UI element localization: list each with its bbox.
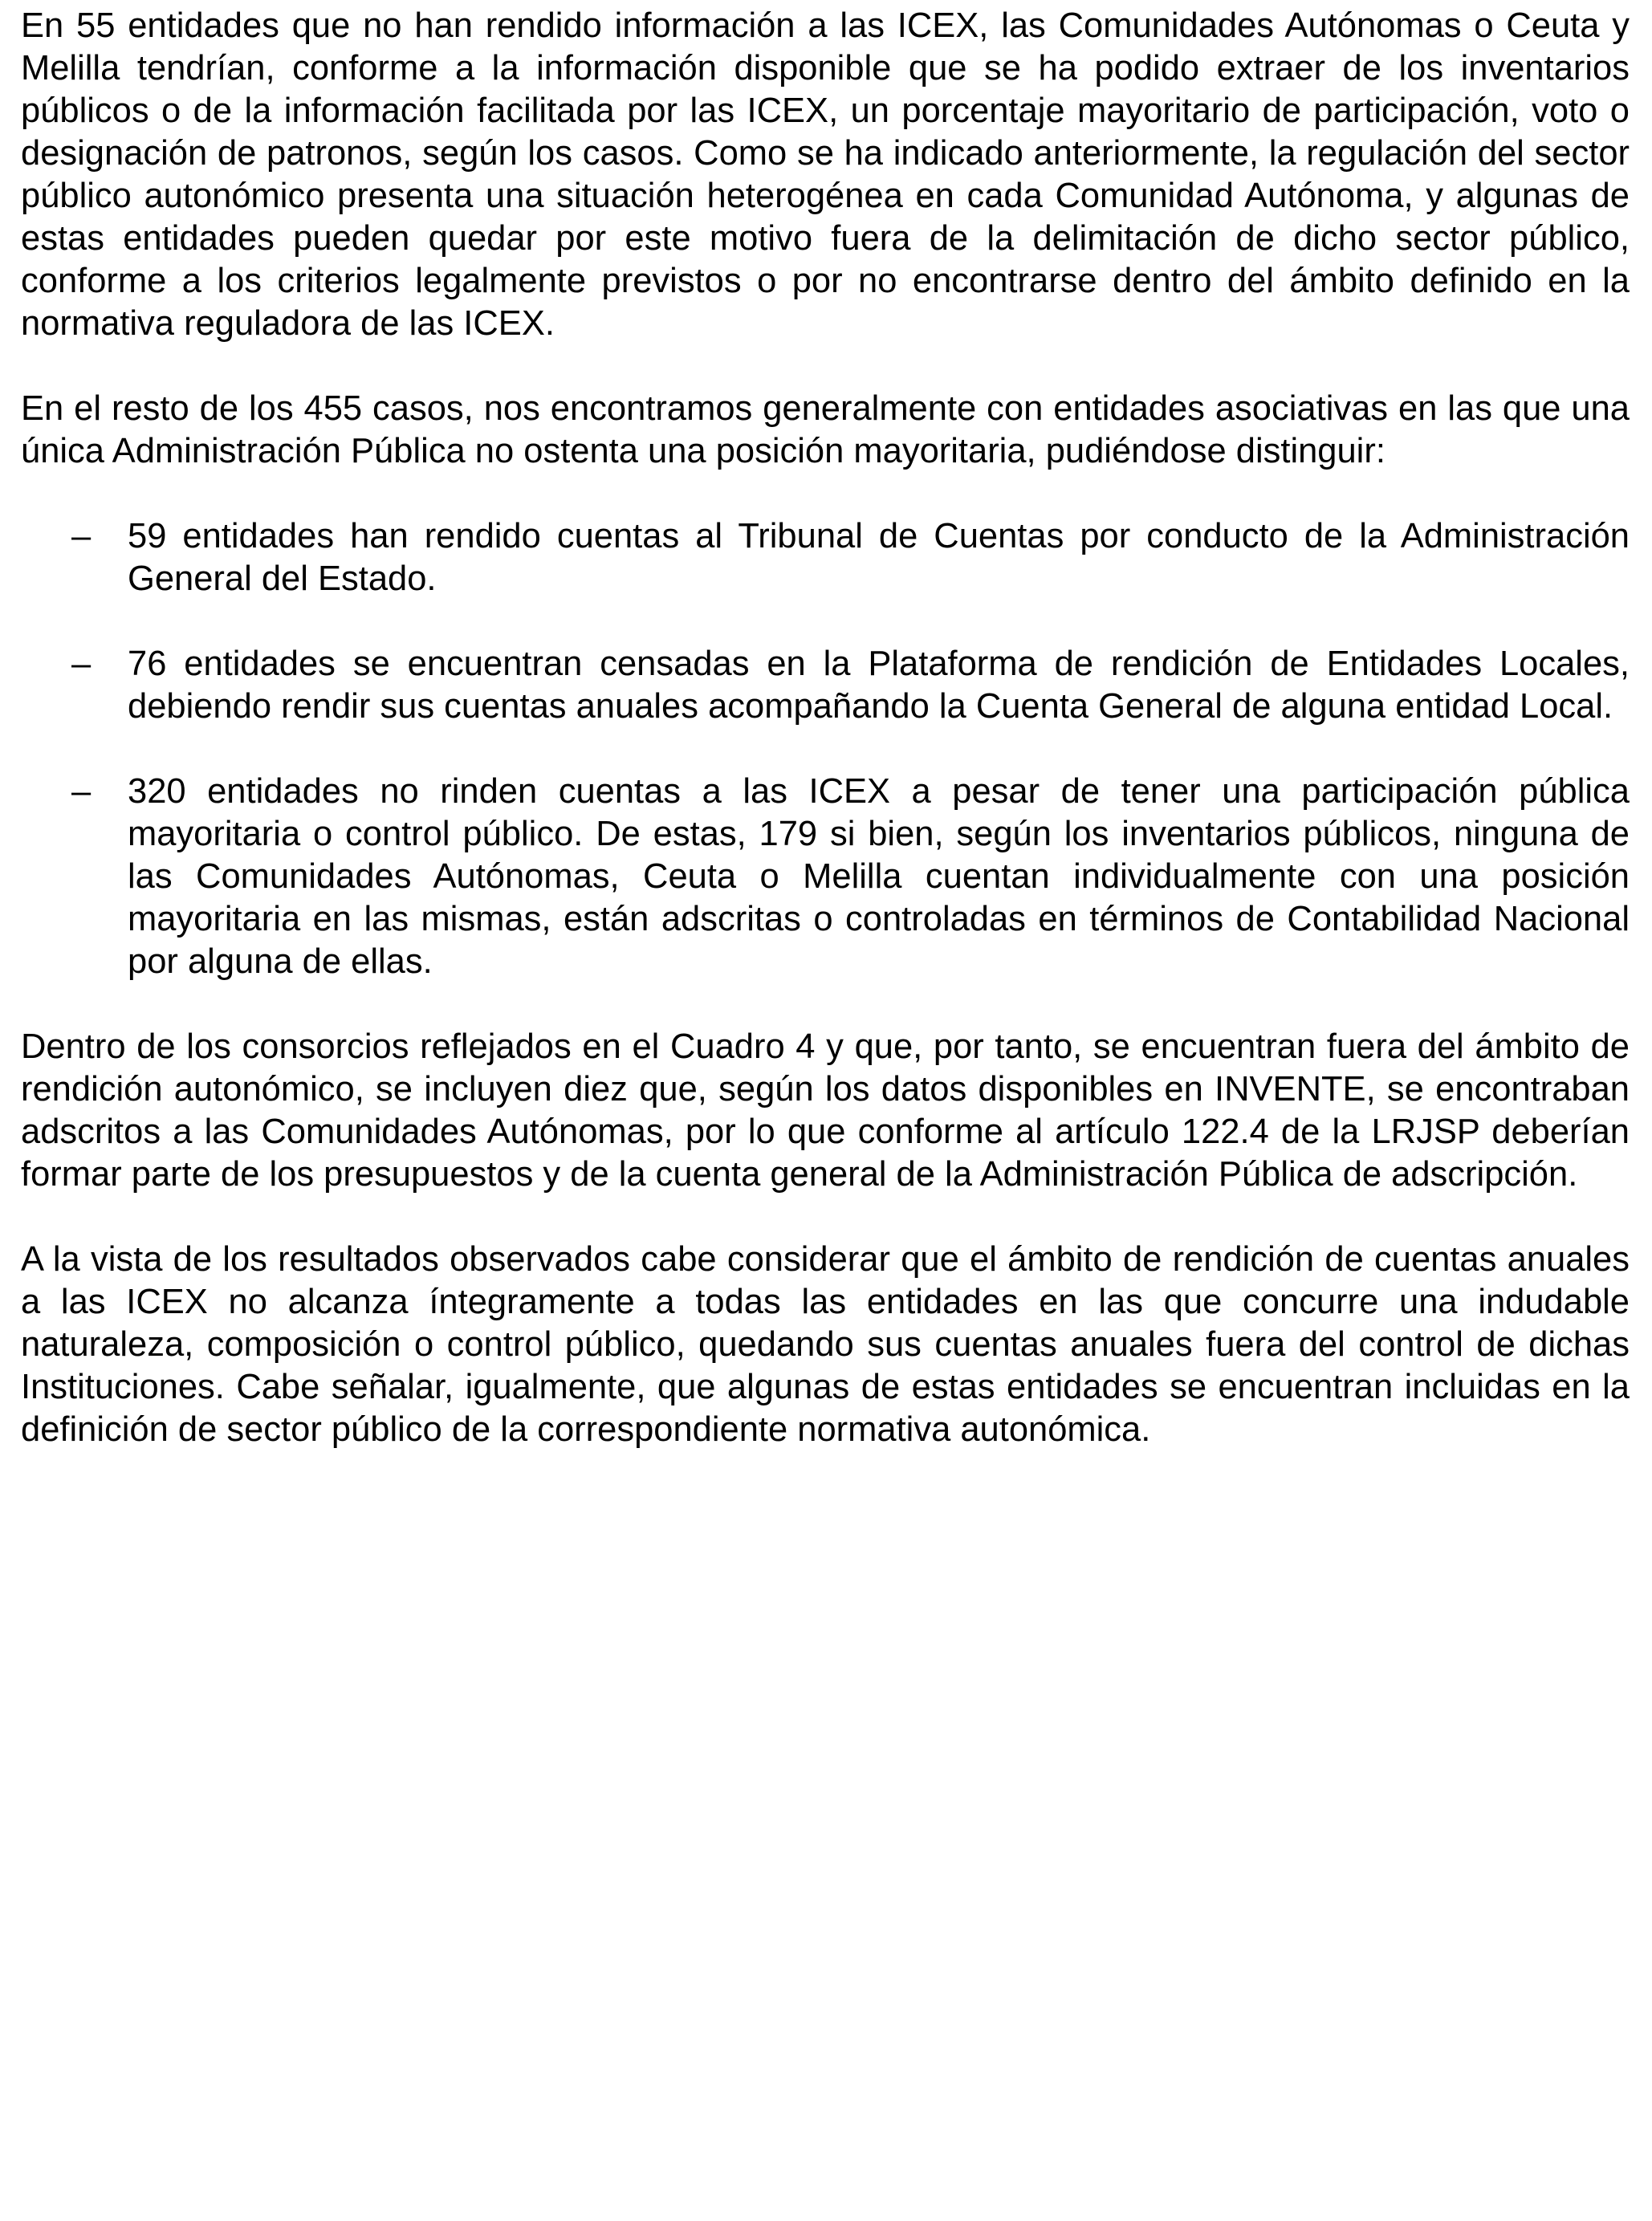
paragraph-resto-casos: En el resto de los 455 casos, nos encontramos generalmente con entidades asociativas en las que una única Administración Pública no ostenta una posición mayoritaria, pudiéndose distinguir: [21, 389, 1630, 470]
bullet-list [21, 515, 1630, 983]
bullet-dash: – [71, 517, 92, 555]
paragraph-entidades-sin-rendir: En 55 entidades que no han rendido información a las ICEX, las Comunidades Autónomas o Ceuta y Melilla tendrían, conforme a la información disponible que se ha podido extraer de los inventarios públicos o de la información facilitada por las ICEX, un porcentaje mayoritario de participación, voto o designación de patronos, según los casos. Como se ha indicado anteriormente, la regulación del sector público autonómico presenta una situación heterogénea en cada Comunidad Autónoma, y algunas de estas entidades pueden quedar por este motivo fuera de la delimitación de dicho sector público, conforme a los criterios legalmente previstos o por no encontrarse dentro del ámbito definido en la normativa reguladora de las ICEX. [21, 6, 1630, 343]
list-item [21, 643, 1630, 728]
paragraph-consorcios: Dentro de los consorcios reflejados en el Cuadro 4 y que, por tanto, se encuentran fuera del ámbito de rendición autonómico, se incluyen diez que, según los datos disponibles en INVENTE, se encontraban adscritos a las Comunidades Autónomas, por lo que conforme al artículo 122.4 de la LRJSP deberían formar parte de los presupuestos y de la cuenta general de la Administración Pública de adscripción. [21, 1027, 1630, 1194]
list-item-text: 320 entidades no rinden cuentas a las ICEX a pesar de tener una participación pública mayoritaria o control público. De estas, 179 si bien, según los inventarios públicos, ninguna de las Comunidades Autónomas, Ceuta o Melilla cuentan individualmente con una posición mayoritaria en las mismas, están adscritas o controladas en términos de Contabilidad Nacional por alguna de ellas. [128, 772, 1630, 981]
bullet-dash: – [71, 772, 92, 811]
list-item [21, 515, 1630, 600]
document-page [21, 5, 1630, 1494]
list-item [21, 771, 1630, 983]
list-item-text: 76 entidades se encuentran censadas en la Plataforma de rendición de Entidades Locales, debiendo rendir sus cuentas anuales acompañando la Cuenta General de alguna entidad Local. [128, 645, 1630, 726]
list-item-text: 59 entidades han rendido cuentas al Tribunal de Cuentas por conducto de la Administración General del Estado. [128, 517, 1630, 598]
bullet-dash: – [71, 645, 92, 683]
paragraph-conclusion: A la vista de los resultados observados cabe considerar que el ámbito de rendición de cuentas anuales a las ICEX no alcanza íntegramente a todas las entidades en las que concurre una indudable naturaleza, composición o control público, quedando sus cuentas anuales fuera del control de dichas Instituciones. Cabe señalar, igualmente, que algunas de estas entidades se encuentran incluidas en la definición de sector público de la correspondiente normativa autonómica. [21, 1240, 1630, 1449]
